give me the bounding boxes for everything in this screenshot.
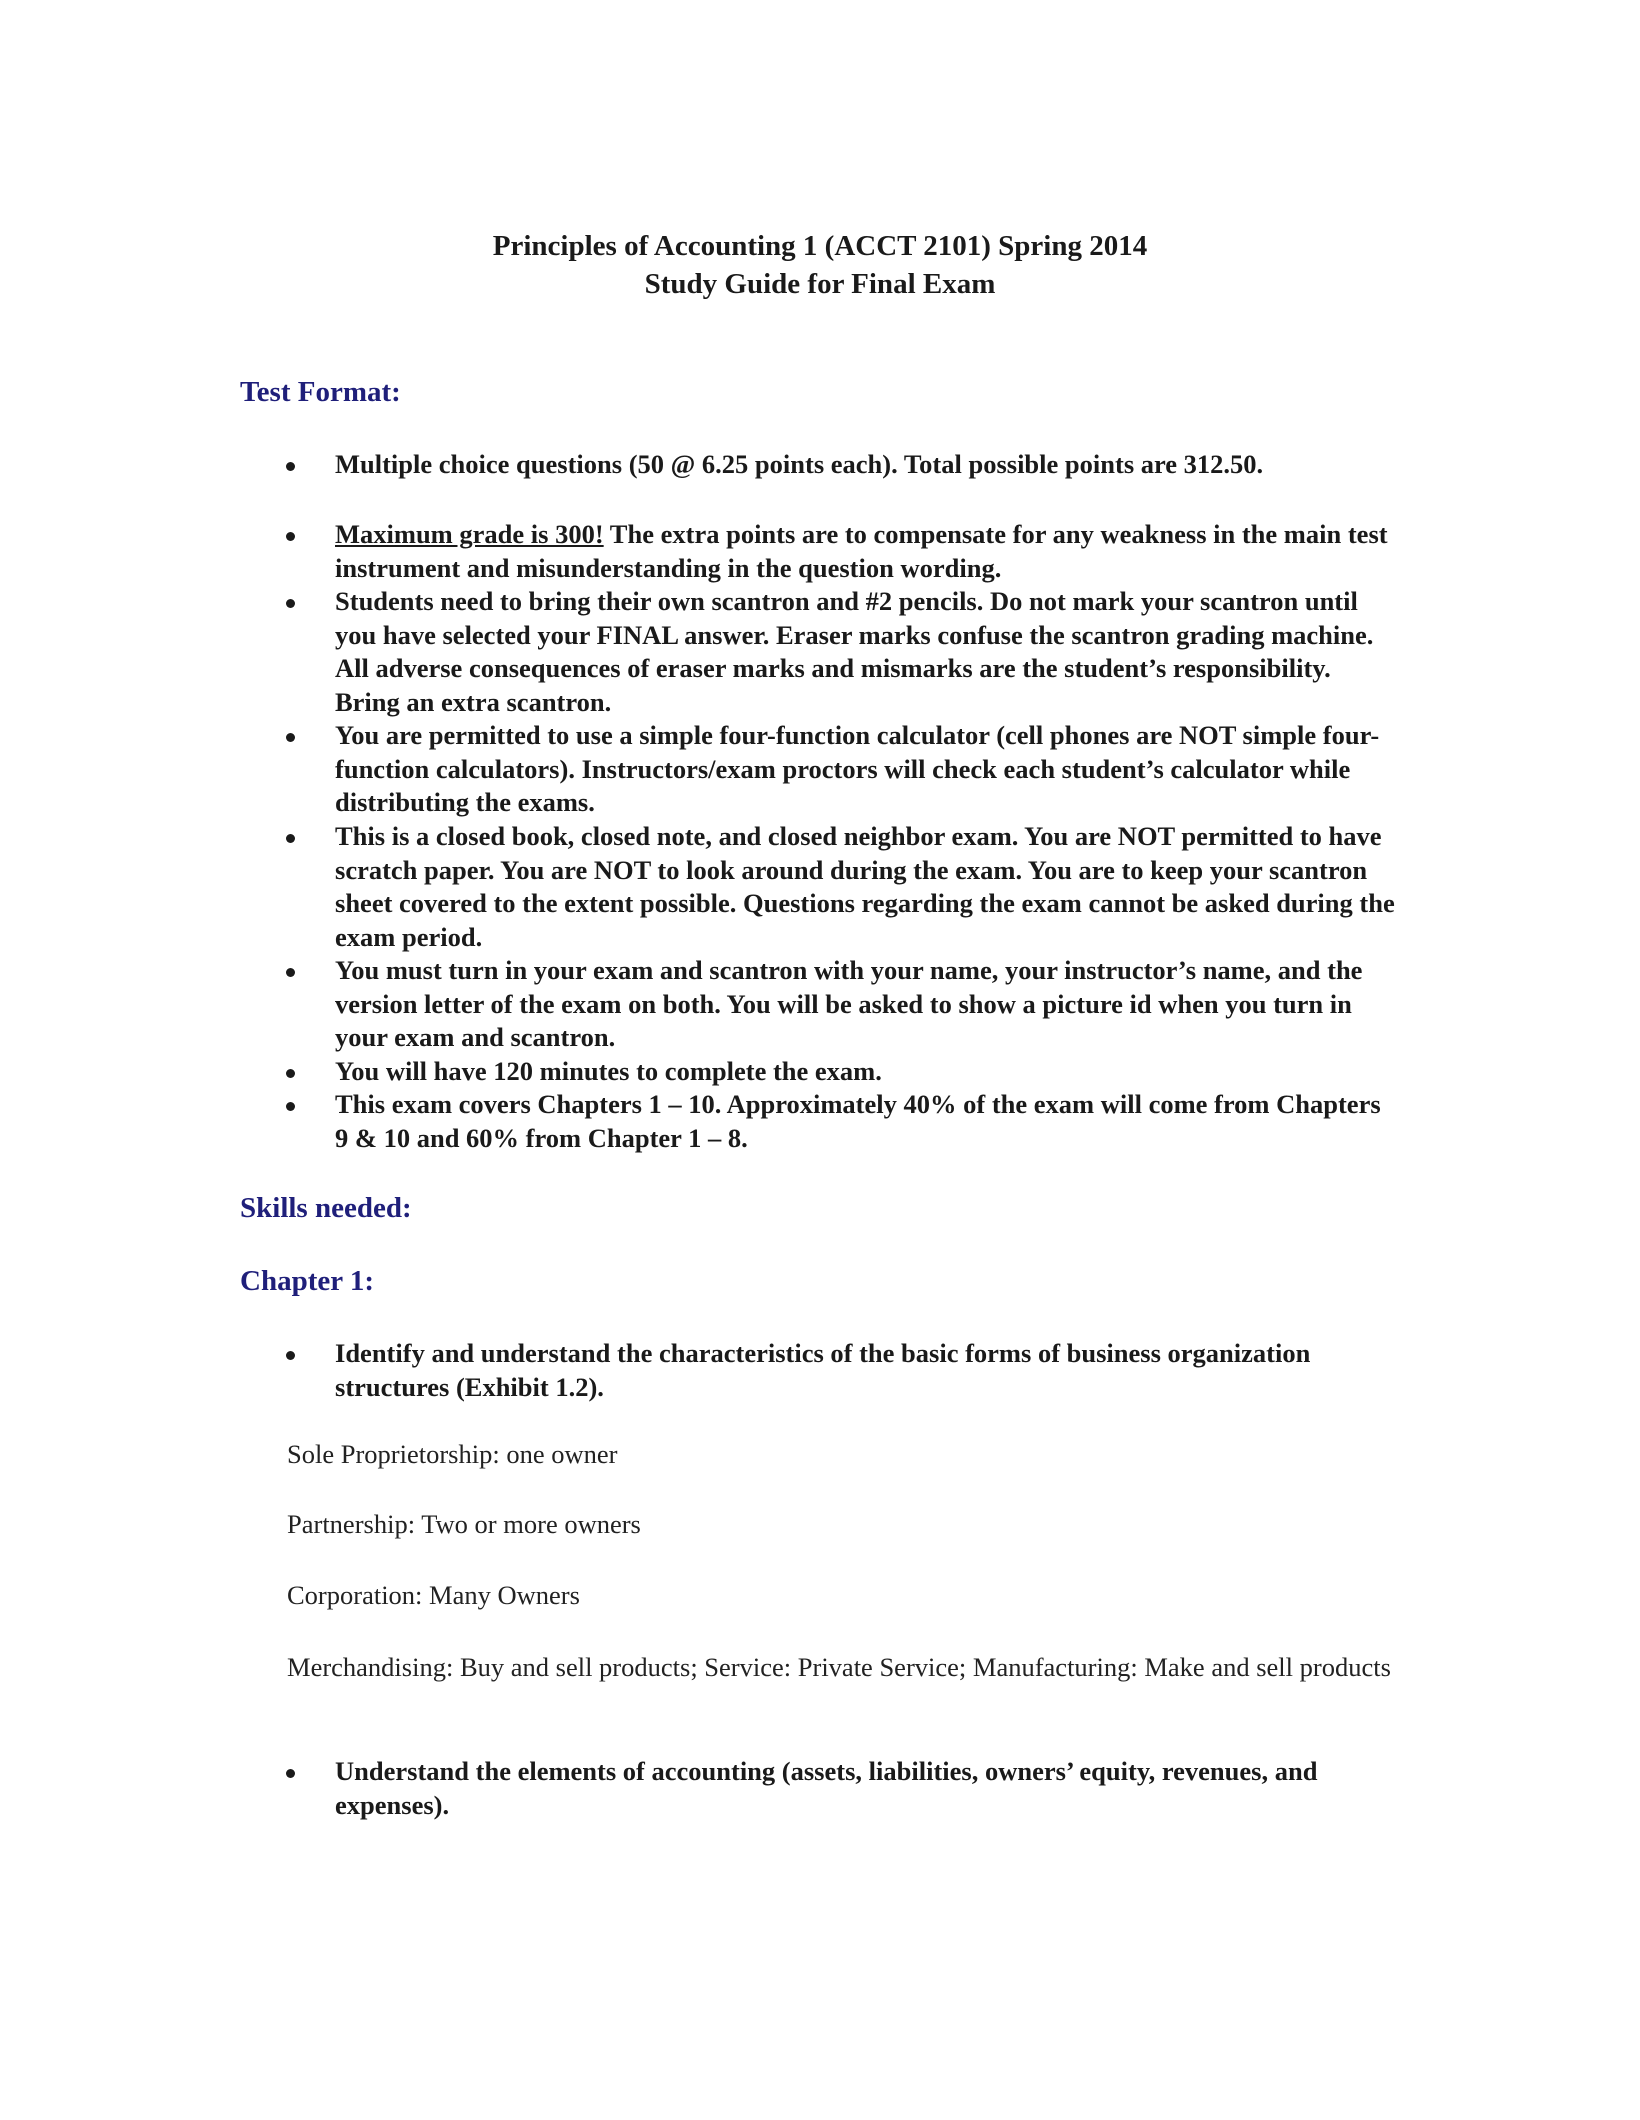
list-item-text: Students need to bring their own scantron and #2 pencils. Do not mark your scantron until you have selected your FINAL answer. Eraser marks confuse the scantron grading machine. All adverse consequences of eraser marks and mismarks are the student’s responsibility. Bring an extra scantron.	[335, 586, 1374, 717]
bullet-icon	[286, 462, 295, 471]
list-item-text: Multiple choice questions (50 @ 6.25 points each). Total possible points are 312.50.	[335, 449, 1264, 479]
bullet-icon	[286, 834, 295, 843]
bullet-icon	[286, 968, 295, 977]
list-item-text: You are permitted to use a simple four-function calculator (cell phones are NOT simple four-function calculators). Instructors/exam proctors will check each student’s calculator while distributing the exams.	[335, 720, 1380, 817]
list-item-text: Identify and understand the characteristics of the basic forms of business organization structures (Exhibit 1.2).	[335, 1338, 1311, 1402]
list-item-text: This is a closed book, closed note, and closed neighbor exam. You are NOT permitted to have scratch paper. You are NOT to look around during the exam. You are to keep your scantron sheet covered to the extent possible. Questions regarding the exam cannot be asked during the exam period.	[335, 821, 1395, 952]
bullet-icon	[286, 599, 295, 608]
note-corporation: Corporation: Many Owners	[287, 1580, 580, 1610]
list-item-text: You must turn in your exam and scantron with your name, your instructor’s name, and the version letter of the exam on both. You will be asked to show a picture id when you turn in your exam and scantron.	[335, 955, 1363, 1052]
bullet-icon	[286, 1069, 295, 1078]
list-item-text: This exam covers Chapters 1 – 10. Approximately 40% of the exam will come from Chapters 9 & 10 and 60% from Chapter 1 – 8.	[335, 1089, 1381, 1153]
skills-needed-heading: Skills needed:	[240, 1192, 412, 1224]
bullet-icon	[286, 1102, 295, 1111]
list-item-text: Understand the elements of accounting (assets, liabilities, owners’ equity, revenues, and expenses).	[335, 1756, 1318, 1820]
bullet-icon	[286, 1769, 295, 1778]
chapter-1-heading: Chapter 1:	[240, 1265, 374, 1297]
document-title: Principles of Accounting 1 (ACCT 2101) Spring 2014	[492, 230, 1148, 262]
maximum-grade-rest: The extra points are to compensate for any weakness in the main test instrument and misunderstanding in the question wording.	[335, 519, 1388, 583]
note-partnership: Partnership: Two or more owners	[287, 1509, 641, 1539]
bullet-icon	[286, 1351, 295, 1360]
bullet-icon	[286, 532, 295, 541]
list-item-text: You will have 120 minutes to complete the exam.	[335, 1056, 882, 1086]
list-item-text	[335, 518, 1395, 585]
test-format-heading: Test Format:	[240, 376, 401, 408]
note-business-types: Merchandising: Buy and sell products; Service: Private Service; Manufacturing: Make and sell products	[287, 1652, 1391, 1682]
maximum-grade-text: Maximum grade is 300!	[335, 519, 604, 549]
document-subtitle: Study Guide for Final Exam	[644, 268, 996, 300]
bullet-icon	[286, 733, 295, 742]
note-sole-proprietorship: Sole Proprietorship: one owner	[287, 1439, 618, 1469]
